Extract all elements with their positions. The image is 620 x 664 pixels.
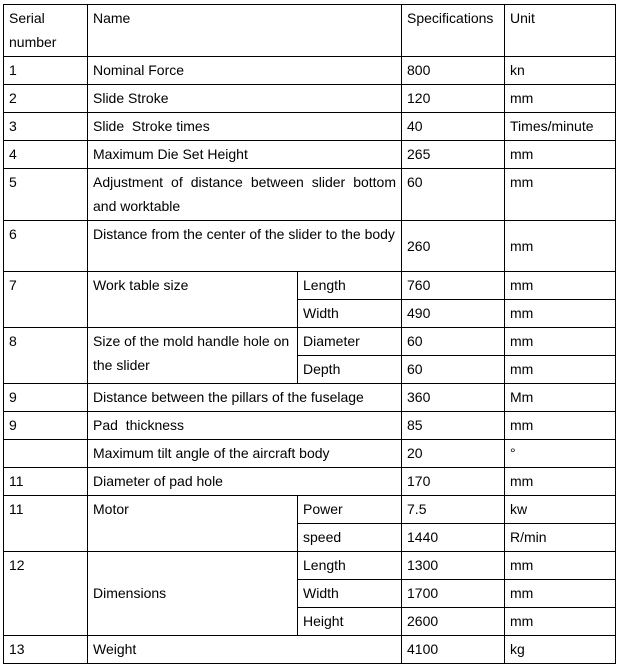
serial-cell: 6	[4, 221, 88, 272]
table-row	[4, 468, 616, 496]
spec-cell: 120	[402, 85, 505, 113]
sub-name-cell: Depth	[298, 356, 402, 384]
sub-name-cell: Diameter	[298, 328, 402, 356]
name-cell: Maximum Die Set Height	[88, 141, 402, 169]
header-row	[4, 5, 616, 57]
header-unit: Unit	[505, 5, 616, 57]
name-cell: Pad thickness	[88, 412, 402, 440]
unit-cell: mm	[505, 580, 616, 608]
unit-cell: Times/minute	[505, 113, 616, 141]
serial-cell: 7	[4, 272, 88, 328]
spec-cell: 1700	[402, 580, 505, 608]
name-cell: Nominal Force	[88, 57, 402, 85]
header-name: Name	[88, 5, 402, 57]
name-cell: Weight	[88, 636, 402, 664]
spec-cell: 260	[402, 221, 505, 272]
header-specification: Specifications	[402, 5, 505, 57]
serial-cell: 2	[4, 85, 88, 113]
sub-name-cell: Width	[298, 300, 402, 328]
sub-name-cell: Height	[298, 608, 402, 636]
unit-cell: mm	[505, 85, 616, 113]
unit-cell: mm	[505, 141, 616, 169]
name-cell: Diameter of pad hole	[88, 468, 402, 496]
unit-cell: °	[505, 440, 616, 468]
table-row	[4, 221, 616, 272]
spec-cell: 85	[402, 412, 505, 440]
sub-name-cell: speed	[298, 524, 402, 552]
sub-name-cell: Length	[298, 272, 402, 300]
table-row	[4, 636, 616, 664]
spec-cell: 4100	[402, 636, 505, 664]
serial-cell: 1	[4, 57, 88, 85]
name-cell: Slide Stroke	[88, 85, 402, 113]
spec-cell: 265	[402, 141, 505, 169]
unit-cell: kn	[505, 57, 616, 85]
unit-cell: mm	[505, 468, 616, 496]
unit-cell: Mm	[505, 384, 616, 412]
spec-cell: 490	[402, 300, 505, 328]
serial-cell: 11	[4, 468, 88, 496]
spec-cell: 60	[402, 328, 505, 356]
table-row	[4, 552, 616, 580]
serial-cell: 4	[4, 141, 88, 169]
unit-cell: kw	[505, 496, 616, 524]
serial-cell	[4, 440, 88, 468]
table-row	[4, 328, 616, 356]
name-cell: Work table size	[88, 272, 298, 328]
unit-cell: mm	[505, 300, 616, 328]
unit-cell: mm	[505, 552, 616, 580]
serial-cell: 3	[4, 113, 88, 141]
unit-cell: kg	[505, 636, 616, 664]
unit-cell: mm	[505, 328, 616, 356]
name-cell: Dimensions	[88, 552, 298, 636]
sub-name-cell: Width	[298, 580, 402, 608]
sub-name-cell: Length	[298, 552, 402, 580]
table-row	[4, 57, 616, 85]
sub-name-cell: Power	[298, 496, 402, 524]
spec-cell: 60	[402, 356, 505, 384]
serial-cell: 13	[4, 636, 88, 664]
spec-cell: 2600	[402, 608, 505, 636]
name-cell: Distance between the pillars of the fuselage	[88, 384, 402, 412]
name-cell: Maximum tilt angle of the aircraft body	[88, 440, 402, 468]
spec-cell: 170	[402, 468, 505, 496]
table-row	[4, 272, 616, 300]
spec-cell: 800	[402, 57, 505, 85]
serial-cell: 12	[4, 552, 88, 636]
table-row	[4, 384, 616, 412]
spec-cell: 7.5	[402, 496, 505, 524]
name-cell: Motor	[88, 496, 298, 552]
serial-cell: 9	[4, 412, 88, 440]
table-row	[4, 412, 616, 440]
table-row	[4, 440, 616, 468]
unit-cell: mm	[505, 272, 616, 300]
serial-cell: 11	[4, 496, 88, 552]
table-row	[4, 113, 616, 141]
name-cell: Distance from the center of the slider to the body	[88, 221, 402, 272]
unit-cell: mm	[505, 356, 616, 384]
spec-cell: 40	[402, 113, 505, 141]
unit-cell: R/min	[505, 524, 616, 552]
spec-cell: 60	[402, 169, 505, 221]
serial-cell: 9	[4, 384, 88, 412]
spec-cell: 760	[402, 272, 505, 300]
unit-cell: mm	[505, 169, 616, 221]
header-serial: Serial number	[4, 5, 88, 57]
table-row	[4, 85, 616, 113]
spec-cell: 360	[402, 384, 505, 412]
spec-cell: 1440	[402, 524, 505, 552]
unit-cell: mm	[505, 608, 616, 636]
spec-cell: 1300	[402, 552, 505, 580]
table-row	[4, 496, 616, 524]
table-row	[4, 141, 616, 169]
unit-cell: mm	[505, 412, 616, 440]
serial-cell: 8	[4, 328, 88, 384]
serial-cell: 5	[4, 169, 88, 221]
name-cell: Adjustment of distance between slider bottom and worktable	[88, 169, 402, 221]
specification-table	[3, 4, 616, 664]
name-cell: Size of the mold handle hole on the slider	[88, 328, 298, 384]
table-row	[4, 169, 616, 221]
spec-cell: 20	[402, 440, 505, 468]
unit-cell: mm	[505, 221, 616, 272]
name-cell: Slide Stroke times	[88, 113, 402, 141]
